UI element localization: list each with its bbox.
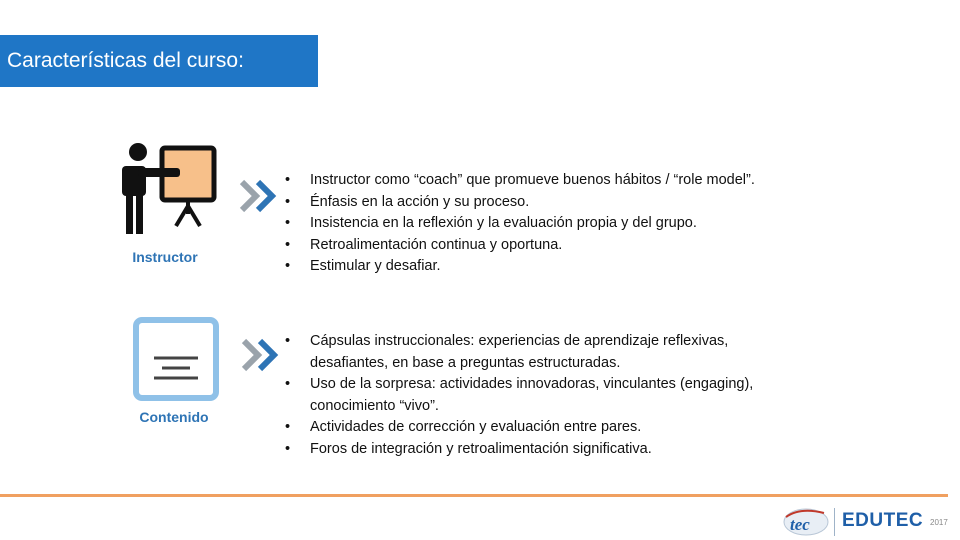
slide-title: Características del curso: [0,35,318,87]
list-item: • Instructor como “coach” que promueve buenos hábitos / “role model”. [285,170,845,192]
instructor-bullet-list [285,170,845,278]
tec-logo-text: tec [790,515,810,534]
tec-logo [780,505,832,539]
edutec-year: 2017 [930,518,948,527]
list-item: • Actividades de corrección y evaluación entre pares. [285,417,805,439]
double-chevron-right-icon [240,337,284,373]
document-frame-icon [132,316,220,402]
list-item: • Retroalimentación continua y oportuna. [285,235,845,257]
double-chevron-right-icon [238,178,282,214]
footer-divider [0,494,948,497]
list-item: • Estimular y desafiar. [285,256,845,278]
section-label-instructor: Instructor [132,249,198,265]
list-item: • Énfasis en la acción y su proceso. [285,192,845,214]
logo-separator [834,508,835,536]
section-label-contenido: Contenido [139,409,209,425]
presenter-board-icon [118,142,218,234]
contenido-bullet-list [285,331,805,460]
list-item: • Uso de la sorpresa: actividades innovadoras, vinculantes (engaging), conocimiento “vivo”. [285,374,805,417]
list-item: • Foros de integración y retroalimentación significativa. [285,439,805,461]
edutec-brand: EDUTEC [842,510,924,531]
list-item: • Cápsulas instruccionales: experiencias de aprendizaje reflexivas, desafiantes, en base a preguntas estructuradas. [285,331,805,374]
list-item: • Insistencia en la reflexión y la evaluación propia y del grupo. [285,213,845,235]
